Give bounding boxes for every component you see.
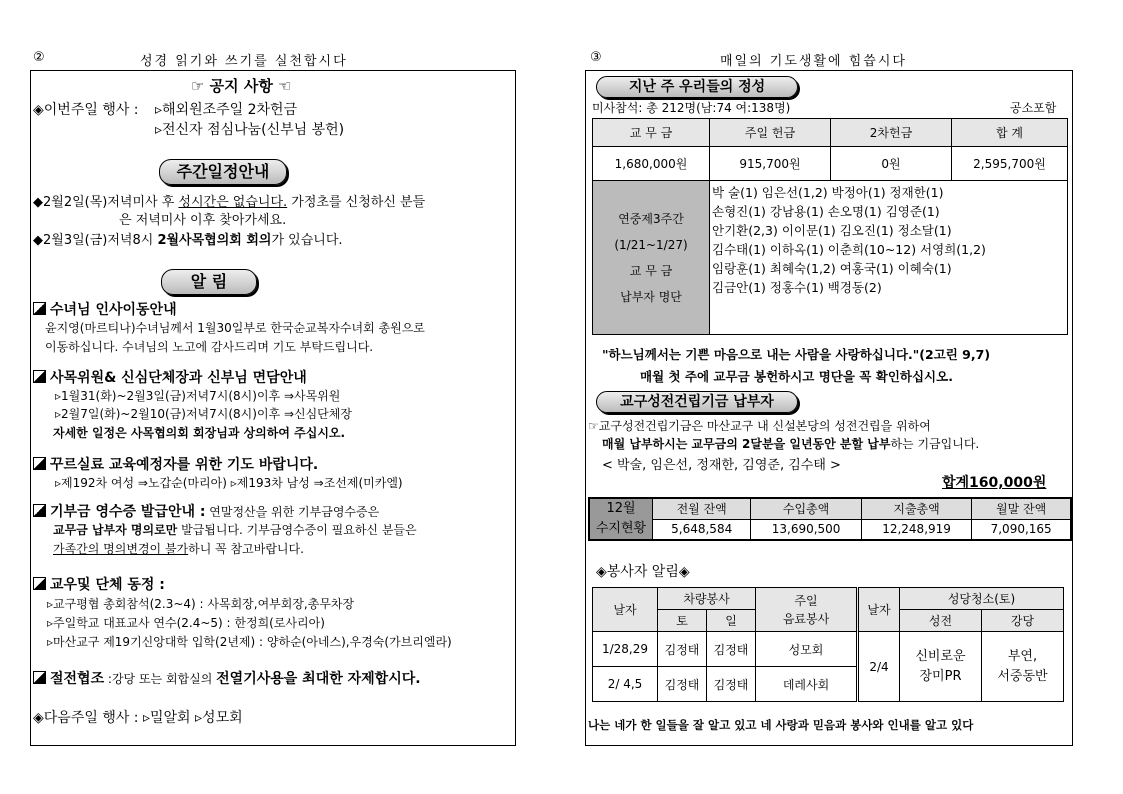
vol-header-date-2: 날자 <box>858 588 900 632</box>
section-parish-news: 교우및 단체 동정 : <box>33 574 165 594</box>
balance-value-end: 7,090,165 <box>972 519 1071 540</box>
donation-line-1: 교무금 납부자 명의로만 발급됩니다. 기부금영수증이 필요하신 분들은 <box>53 523 417 537</box>
parish-news-line-2: ▹주일학교 대표교사 연수(2.4~5) : 한정희(로사리아) <box>47 616 325 630</box>
volunteer-title: ◈봉사자 알림◈ <box>596 564 690 580</box>
balance-header-end: 월말 잔액 <box>972 498 1071 519</box>
parish-news-line-3: ▹마산교구 제19기신앙대학 입학(2년제) : 양하순(아네스),우경숙(가브리엘라) <box>47 635 452 649</box>
vol-row-sun: 김정태 <box>707 667 756 702</box>
offer-value-sunday: 915,700원 <box>710 147 831 181</box>
next-week-events: ◈다음주일 행사 : ▹밀알회 ▹성모회 <box>33 710 243 726</box>
balance-header-prev: 전월 잔액 <box>653 498 751 519</box>
vol-header-drink: 주일 음료봉사 <box>756 588 858 632</box>
notice-title: ☞ 공지 사항 ☜ <box>191 77 292 95</box>
vol-header-date: 날자 <box>593 588 658 632</box>
offer-value-second: 0원 <box>831 147 952 181</box>
section-cursillo: 꾸르실료 교육예정자를 위한 기도 바랍니다. <box>33 454 318 474</box>
balance-header-income: 수입총액 <box>751 498 861 519</box>
balance-header-expense: 지출총액 <box>861 498 971 519</box>
donor-label: 연중제3주간 (1/21~1/27) 교 무 금 납부자 명단 <box>593 181 710 335</box>
nun-transfer-line-1: 윤지영(마르티나)수녀님께서 1월30일부로 한국순교복자수녀회 총원으로 <box>45 321 425 335</box>
weekly-item-1-cont: 은 저녁미사 이후 찾아가세요. <box>119 213 287 228</box>
donor-line: 손형진(1) 강남용(1) 손오명(1) 김영준(1) <box>712 204 940 219</box>
section-interview: 사목위원& 신심단체장과 신부님 면담안내 <box>33 367 307 387</box>
footer-verse: 나는 네가 한 일들을 잘 알고 있고 네 사랑과 믿음과 봉사와 인내를 알고 있다 <box>588 718 974 732</box>
interview-line-3: 자세한 일정은 사목협의회 회장님과 상의하여 주십시오. <box>53 426 346 440</box>
donor-list <box>710 181 1068 335</box>
fund-title: 교구성전건립기금 납부자 <box>596 391 798 413</box>
weekly-schedule-title: 주간일정안내 <box>159 159 287 185</box>
offer-header-dues: 교 무 금 <box>593 119 710 147</box>
right-page-number: ③ <box>590 50 602 65</box>
donor-line: 김수태(1) 이하옥(1) 이춘희(10~12) 서영희(1,2) <box>712 242 986 257</box>
weekly-item-1: ◆2월2일(목)저녁미사 후 성시간은 없습니다. 가정초를 신청하신 분들 <box>33 195 426 210</box>
this-week-item-1: ▹해외원조주일 2차헌금 <box>155 102 298 118</box>
vol-header-sat: 토 <box>658 610 707 632</box>
notices-title: 알 림 <box>161 269 257 295</box>
quote-sub: 매월 첫 주에 교무금 봉헌하시고 명단을 꼭 확인하십시오. <box>640 369 953 384</box>
balance-side-label: 12월 수지현황 <box>589 498 653 540</box>
fund-line-1: ☞교구성전건립기금은 마산교구 내 신설본당의 성전건립을 위하여 <box>588 419 931 433</box>
donor-line: 박 술(1) 임은선(1,2) 박정아(1) 정재한(1) <box>712 185 944 200</box>
vol-row-date: 2/ 4,5 <box>593 667 658 702</box>
square-bullet-icon <box>33 671 46 684</box>
left-panel <box>30 70 516 746</box>
section-power-saving: 절전협조 :강당 또는 회합실의 전열기사용을 최대한 자제합시다. <box>33 668 421 688</box>
vol-header-car: 차량봉사 <box>658 588 756 610</box>
left-page-header: 성경 읽기와 쓰기를 실천합시다 <box>140 54 348 69</box>
fund-line-2: 매월 납부하시는 교무금의 2달분을 일년동안 분할 납부하는 기금입니다. <box>602 437 980 451</box>
clean-date: 2/4 <box>858 632 900 702</box>
interview-line-2: ▹2월7일(화)~2월10(금)저녁7시(8시)이후 ⇒신심단체장 <box>55 407 352 421</box>
vol-row-date: 1/28,29 <box>593 632 658 667</box>
donor-line: 안기환(2,3) 이이문(1) 김오진(1) 정소달(1) <box>712 223 952 238</box>
section-nun-transfer: 수녀님 인사이동안내 <box>33 299 177 319</box>
vol-row-drink: 성모회 <box>756 632 858 667</box>
fund-total: 합계160,000원 <box>942 475 1047 491</box>
vol-row-sat: 김정태 <box>658 632 707 667</box>
square-bullet-icon <box>33 577 46 590</box>
donor-line: 김금안(1) 정홍수(1) 백경동(2) <box>712 280 882 295</box>
this-week-item-2: ▹전신자 점심나눔(신부님 봉헌) <box>155 122 345 138</box>
right-page-header: 매일의 기도생활에 힘씁시다 <box>720 54 907 69</box>
vol-header-sanctuary: 성전 <box>900 610 982 632</box>
square-bullet-icon <box>33 302 46 315</box>
vol-header-hall: 강당 <box>982 610 1064 632</box>
nun-transfer-line-2: 이동하십니다. 수녀님의 노고에 감사드리며 기도 부탁드립니다. <box>45 340 374 354</box>
vol-header-clean: 성당청소(토) <box>900 588 1064 610</box>
attendance-note: 공소포함 <box>1010 101 1057 115</box>
fund-names: < 박술, 임은선, 정재한, 김영준, 김수태 > <box>602 458 841 473</box>
vol-row-drink: 데레사회 <box>756 667 858 702</box>
weekly-item-2: ◆2월3일(금)저녁8시 2월사목협의회 회의가 있습니다. <box>33 233 343 248</box>
bible-quote: "하느님께서는 기쁜 마음으로 내는 사람을 사랑하십니다."(2고린 9,7) <box>602 347 991 362</box>
offer-header-second: 2차헌금 <box>831 119 952 147</box>
interview-line-1: ▹1월31(화)~2월3일(금)저녁7시(8시)이후 ⇒사목위원 <box>55 389 341 403</box>
parish-news-line-1: ▹교구평협 총회참석(2.3~4) : 사목회장,여부회장,총무차장 <box>47 597 355 611</box>
volunteer-table <box>592 587 1064 702</box>
balance-value-prev: 5,648,584 <box>653 519 751 540</box>
section-donation-receipt: 기부금 영수증 발급안내 : 연말정산을 위한 기부금영수증은 <box>33 501 379 521</box>
square-bullet-icon <box>33 370 46 383</box>
right-panel <box>585 70 1073 746</box>
balance-value-income: 13,690,500 <box>751 519 861 540</box>
square-bullet-icon <box>33 457 46 470</box>
vol-row-sat: 김정태 <box>658 667 707 702</box>
square-bullet-icon <box>33 504 46 517</box>
this-week-label: ◈이번주일 행사 : <box>33 102 139 118</box>
offer-header-sunday: 주일 헌금 <box>710 119 831 147</box>
offer-value-total: 2,595,700원 <box>952 147 1068 181</box>
vol-row-sun: 김정태 <box>707 632 756 667</box>
cursillo-line-1: ▹제192차 여성 ⇒노갑순(마리아) ▹제193차 남성 ⇒조선제(미카엘) <box>55 476 403 490</box>
clean-sanctuary: 신비로운 장미PR <box>900 632 982 702</box>
offering-title: 지난 주 우리들의 정성 <box>596 76 798 98</box>
offer-value-dues: 1,680,000원 <box>593 147 710 181</box>
vol-header-sun: 일 <box>707 610 756 632</box>
donation-line-2: 가족간의 명의변경이 불가하니 꼭 참고바랍니다. <box>53 542 304 556</box>
left-page-number: ② <box>33 50 45 65</box>
donor-line: 임랑훈(1) 최혜숙(1,2) 여홍국(1) 이혜숙(1) <box>712 261 952 276</box>
offering-table <box>592 118 1068 335</box>
balance-value-expense: 12,248,919 <box>861 519 971 540</box>
attendance: 미사참석: 총 212명(남:74 여:138명) <box>592 101 791 115</box>
table-row <box>593 632 1064 667</box>
clean-hall: 부연, 서중동반 <box>982 632 1064 702</box>
balance-table <box>588 497 1072 541</box>
offer-header-total: 합 계 <box>952 119 1068 147</box>
